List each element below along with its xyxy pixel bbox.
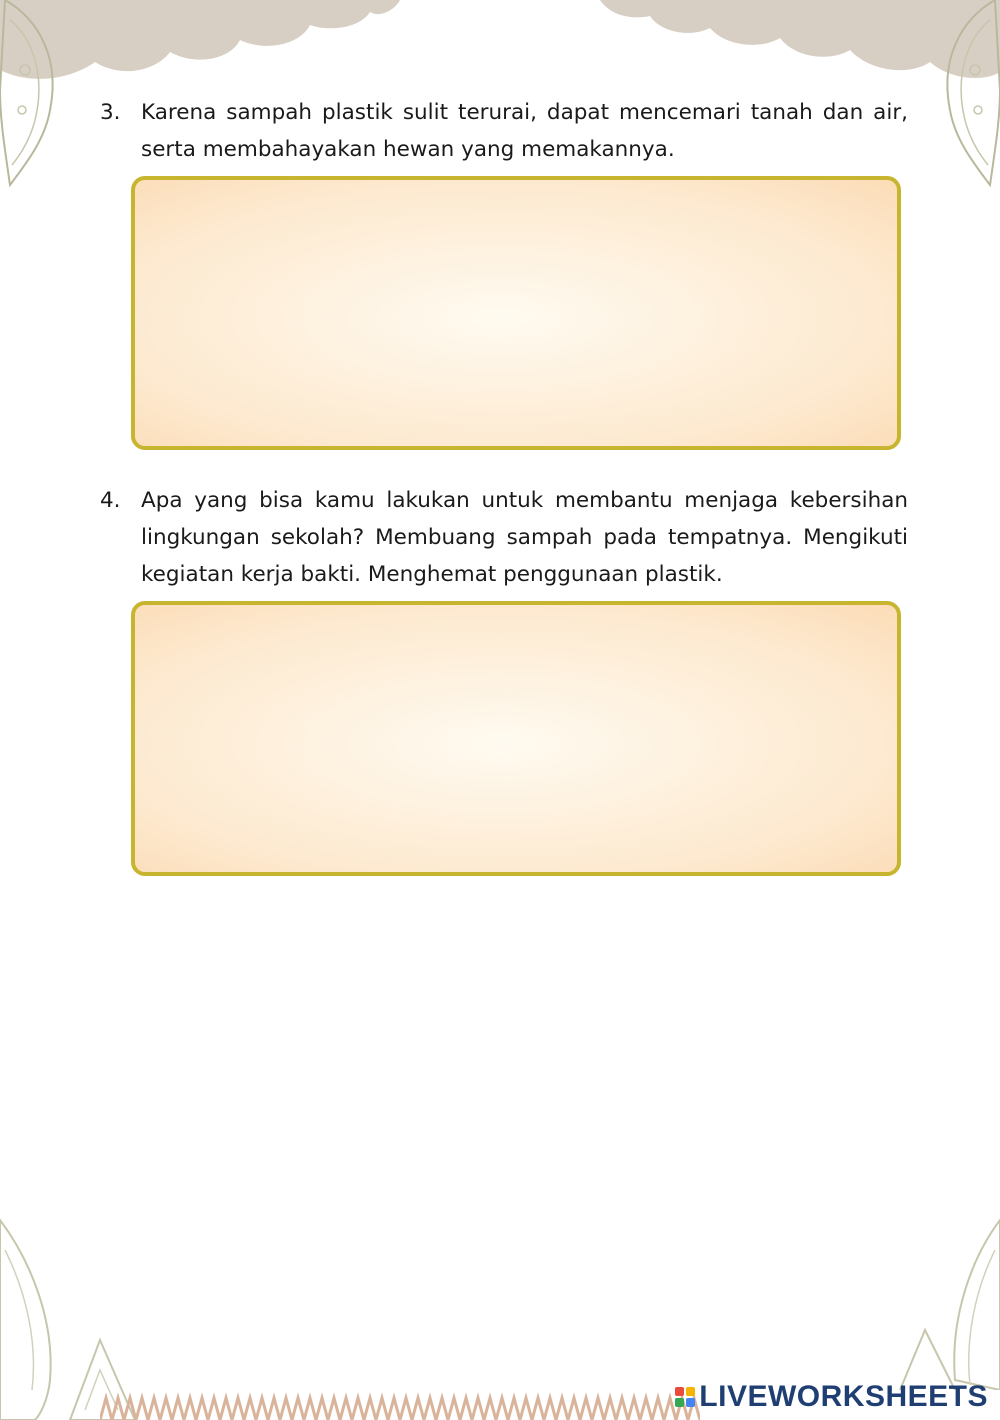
question-text: Apa yang bisa kamu lakukan untuk membantu menjaga kebersihan lingkungan sekolah? Membuang sampah pada tempatnya. Mengikuti kegiatan kerja bakti. Menghemat penggunaan plastik. bbox=[141, 488, 908, 587]
liveworksheets-logo bbox=[675, 1380, 988, 1414]
top-left-ornament-icon bbox=[0, 0, 70, 190]
question-number: 3. bbox=[100, 100, 121, 125]
question-4 bbox=[100, 482, 908, 593]
top-right-ornament-icon bbox=[930, 0, 1000, 190]
bottom-right-ornament-icon bbox=[880, 1210, 1000, 1390]
liveworksheets-logo-icon bbox=[675, 1387, 695, 1407]
answer-box-4[interactable] bbox=[131, 601, 901, 876]
liveworksheets-logo-text: LIVEWORKSHEETS bbox=[699, 1380, 988, 1413]
question-number: 4. bbox=[100, 488, 121, 513]
bottom-left-ornament-icon bbox=[0, 1210, 140, 1420]
question-text: Karena sampah plastik sulit terurai, dapat mencemari tanah dan air, serta membahayakan hewan yang memakannya. bbox=[141, 100, 908, 162]
bottom-pattern-border bbox=[100, 1392, 700, 1420]
question-3 bbox=[100, 94, 908, 168]
answer-box-3[interactable] bbox=[131, 176, 901, 450]
top-cloud-decoration bbox=[0, 0, 1000, 90]
